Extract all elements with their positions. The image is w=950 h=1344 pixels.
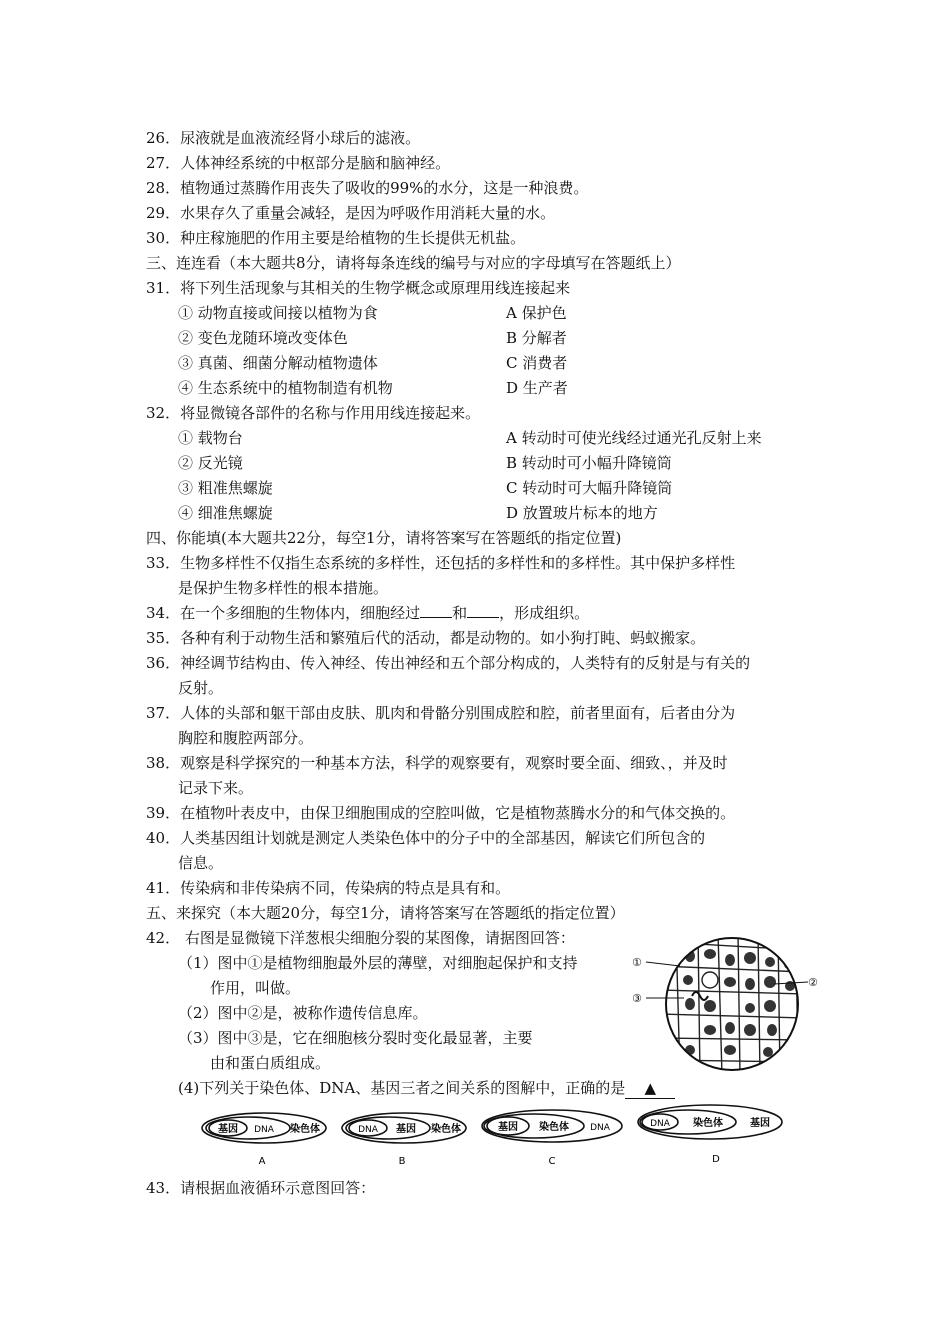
relationship-option-b <box>340 1106 470 1168</box>
judge-item-26: 26．尿液就是血液流经肾小球后的滤液。 <box>146 129 421 147</box>
onion-root-tip-cell-figure <box>632 932 822 1076</box>
q32-left-4: ④ 细准焦螺旋 <box>178 504 273 522</box>
section-3-heading: 三、连连看（本大题共8分，请将每条连线的编号与对应的字母填写在答题纸上） <box>146 254 681 272</box>
q31-stem: 31．将下列生活现象与其相关的生物学概念或原理用线连接起来 <box>146 279 571 297</box>
q34-blank-1 <box>420 603 452 618</box>
relationship-option-c <box>480 1104 626 1168</box>
q32-right-d: D 放置玻片标本的地方 <box>506 504 658 522</box>
q32-stem: 32．将显微镜各部件的名称与作用用线连接起来。 <box>146 404 481 422</box>
option-c-outer: DNA <box>590 1123 610 1133</box>
option-b-inner: DNA <box>358 1125 378 1135</box>
q42-stem: 42． 右图是显微镜下洋葱根尖细胞分裂的某图像，请据图回答： <box>146 929 575 947</box>
q42-part-1a: （1）图中①是植物细胞最外层的薄壁，对细胞起保护和支持 <box>178 954 578 972</box>
q35: 35．各种有利于动物生活和繁殖后代的活动，都是动物的。如小狗打盹、蚂蚁搬家。 <box>146 629 706 647</box>
option-d-inner: DNA <box>650 1119 670 1129</box>
figure-label-3: ③ <box>632 992 642 1005</box>
figure-label-2: ② <box>808 976 818 989</box>
q31-left-3: ③ 真菌、细菌分解动植物遗体 <box>178 354 378 372</box>
judge-item-28: 28．植物通过蒸腾作用丧失了吸收的99%的水分，这是一种浪费。 <box>146 179 589 197</box>
q36-line-1: 36．神经调节结构由、传入神经、传出神经和五个部分构成的，人类特有的反射是与有关的 <box>146 654 751 672</box>
q31-right-a: A 保护色 <box>506 304 567 322</box>
q42-part-2: （2）图中②是，被称作遗传信息库。 <box>178 1004 428 1022</box>
q31-left-1: ① 动物直接或间接以植物为食 <box>178 304 378 322</box>
q42-part-4 <box>178 1078 675 1099</box>
q34 <box>146 603 589 623</box>
q37-line-2: 胸腔和腹腔两部分。 <box>178 729 314 747</box>
q33-line-2: 是保护生物多样性的根本措施。 <box>178 579 389 597</box>
q37-line-1: 37．人体的头部和躯干部由皮肤、肌肉和骨骼分别围成腔和腔，前者里面有，后者由分为 <box>146 704 736 722</box>
option-a-middle: DNA <box>254 1125 274 1135</box>
option-c-letter: C <box>548 1156 556 1167</box>
option-d-middle: 染色体 <box>693 1118 723 1129</box>
q41: 41．传染病和非传染病不同，传染病的特点是具有和。 <box>146 879 511 897</box>
section-4-heading: 四、你能填(本大题共22分，每空1分，请将答案写在答题纸的指定位置) <box>146 529 622 547</box>
q31-right-c: C 消费者 <box>506 354 568 372</box>
option-c-inner: 基因 <box>498 1122 518 1133</box>
q31-left-2: ② 变色龙随环境改变体色 <box>178 329 348 347</box>
option-c-middle: 染色体 <box>539 1122 569 1133</box>
q31-right-d: D 生产者 <box>506 379 568 397</box>
q36-line-2: 反射。 <box>178 679 224 697</box>
option-d-letter: D <box>712 1154 720 1165</box>
q32-right-a: A 转动时可使光线经过通光孔反射上来 <box>506 429 762 447</box>
option-a-outer: 染色体 <box>290 1124 320 1135</box>
q40-line-2: 信息。 <box>178 854 224 872</box>
option-b-middle: 基因 <box>396 1124 416 1135</box>
q34-blank-2 <box>467 603 499 618</box>
q38-line-2: 记录下来。 <box>178 779 254 797</box>
option-d-outer: 基因 <box>750 1118 770 1129</box>
q42-answer-blank: ▲ <box>625 1078 675 1099</box>
section-5-heading: 五、来探究（本大题20分，每空1分，请将答案写在答题纸的指定位置） <box>146 904 625 922</box>
judge-item-30: 30．种庄稼施肥的作用主要是给植物的生长提供无机盐。 <box>146 229 526 247</box>
figure-label-1: ① <box>632 956 642 969</box>
q42-part-1b: 作用，叫做。 <box>210 979 301 997</box>
q34-text-a: 34．在一个多细胞的生物体内，细胞经过 <box>146 604 421 622</box>
q34-text-c: ，形成组织。 <box>499 604 590 622</box>
judge-item-29: 29．水果存久了重量会减轻，是因为呼吸作用消耗大量的水。 <box>146 204 556 222</box>
option-b-letter: B <box>398 1156 406 1167</box>
q42-part-3b: 由和蛋白质组成。 <box>210 1054 331 1072</box>
q32-right-b: B 转动时可小幅升降镜筒 <box>506 454 672 472</box>
q39: 39．在植物叶表皮中，由保卫细胞围成的空腔叫做，它是植物蒸腾水分的和气体交换的。 <box>146 804 736 822</box>
q40-line-1: 40．人类基因组计划就是测定人类染色体中的分子中的全部基因，解读它们所包含的 <box>146 829 706 847</box>
q42-part-4-text: (4)下列关于染色体、DNA、基因三者之间关系的图解中，正确的是 <box>178 1079 626 1097</box>
q33-line-1: 33．生物多样性不仅指生态系统的多样性，还包括的多样性和的多样性。其中保护多样性 <box>146 554 736 572</box>
q31-right-b: B 分解者 <box>506 329 567 347</box>
q42-part-3a: （3）图中③是，它在细胞核分裂时变化最显著，主要 <box>178 1029 533 1047</box>
q32-left-1: ① 载物台 <box>178 429 243 447</box>
q31-left-4: ④ 生态系统中的植物制造有机物 <box>178 379 393 397</box>
option-a-letter: A <box>258 1156 266 1167</box>
option-b-outer: 染色体 <box>431 1124 461 1135</box>
q38-line-1: 38．观察是科学探究的一种基本方法，科学的观察要有，观察时要全面、细致、，并及时 <box>146 754 728 772</box>
q32-left-3: ③ 粗准焦螺旋 <box>178 479 273 497</box>
q32-right-c: C 转动时可大幅升降镜筒 <box>506 479 673 497</box>
option-a-inner: 基因 <box>218 1124 238 1135</box>
q43-stem: 43．请根据血液循环示意图回答： <box>146 1179 376 1197</box>
q34-text-b: 和 <box>452 604 468 622</box>
relationship-option-a <box>200 1106 330 1168</box>
relationship-option-d <box>636 1100 786 1166</box>
judge-item-27: 27．人体神经系统的中枢部分是脑和脑神经。 <box>146 154 451 172</box>
q32-left-2: ② 反光镜 <box>178 454 243 472</box>
